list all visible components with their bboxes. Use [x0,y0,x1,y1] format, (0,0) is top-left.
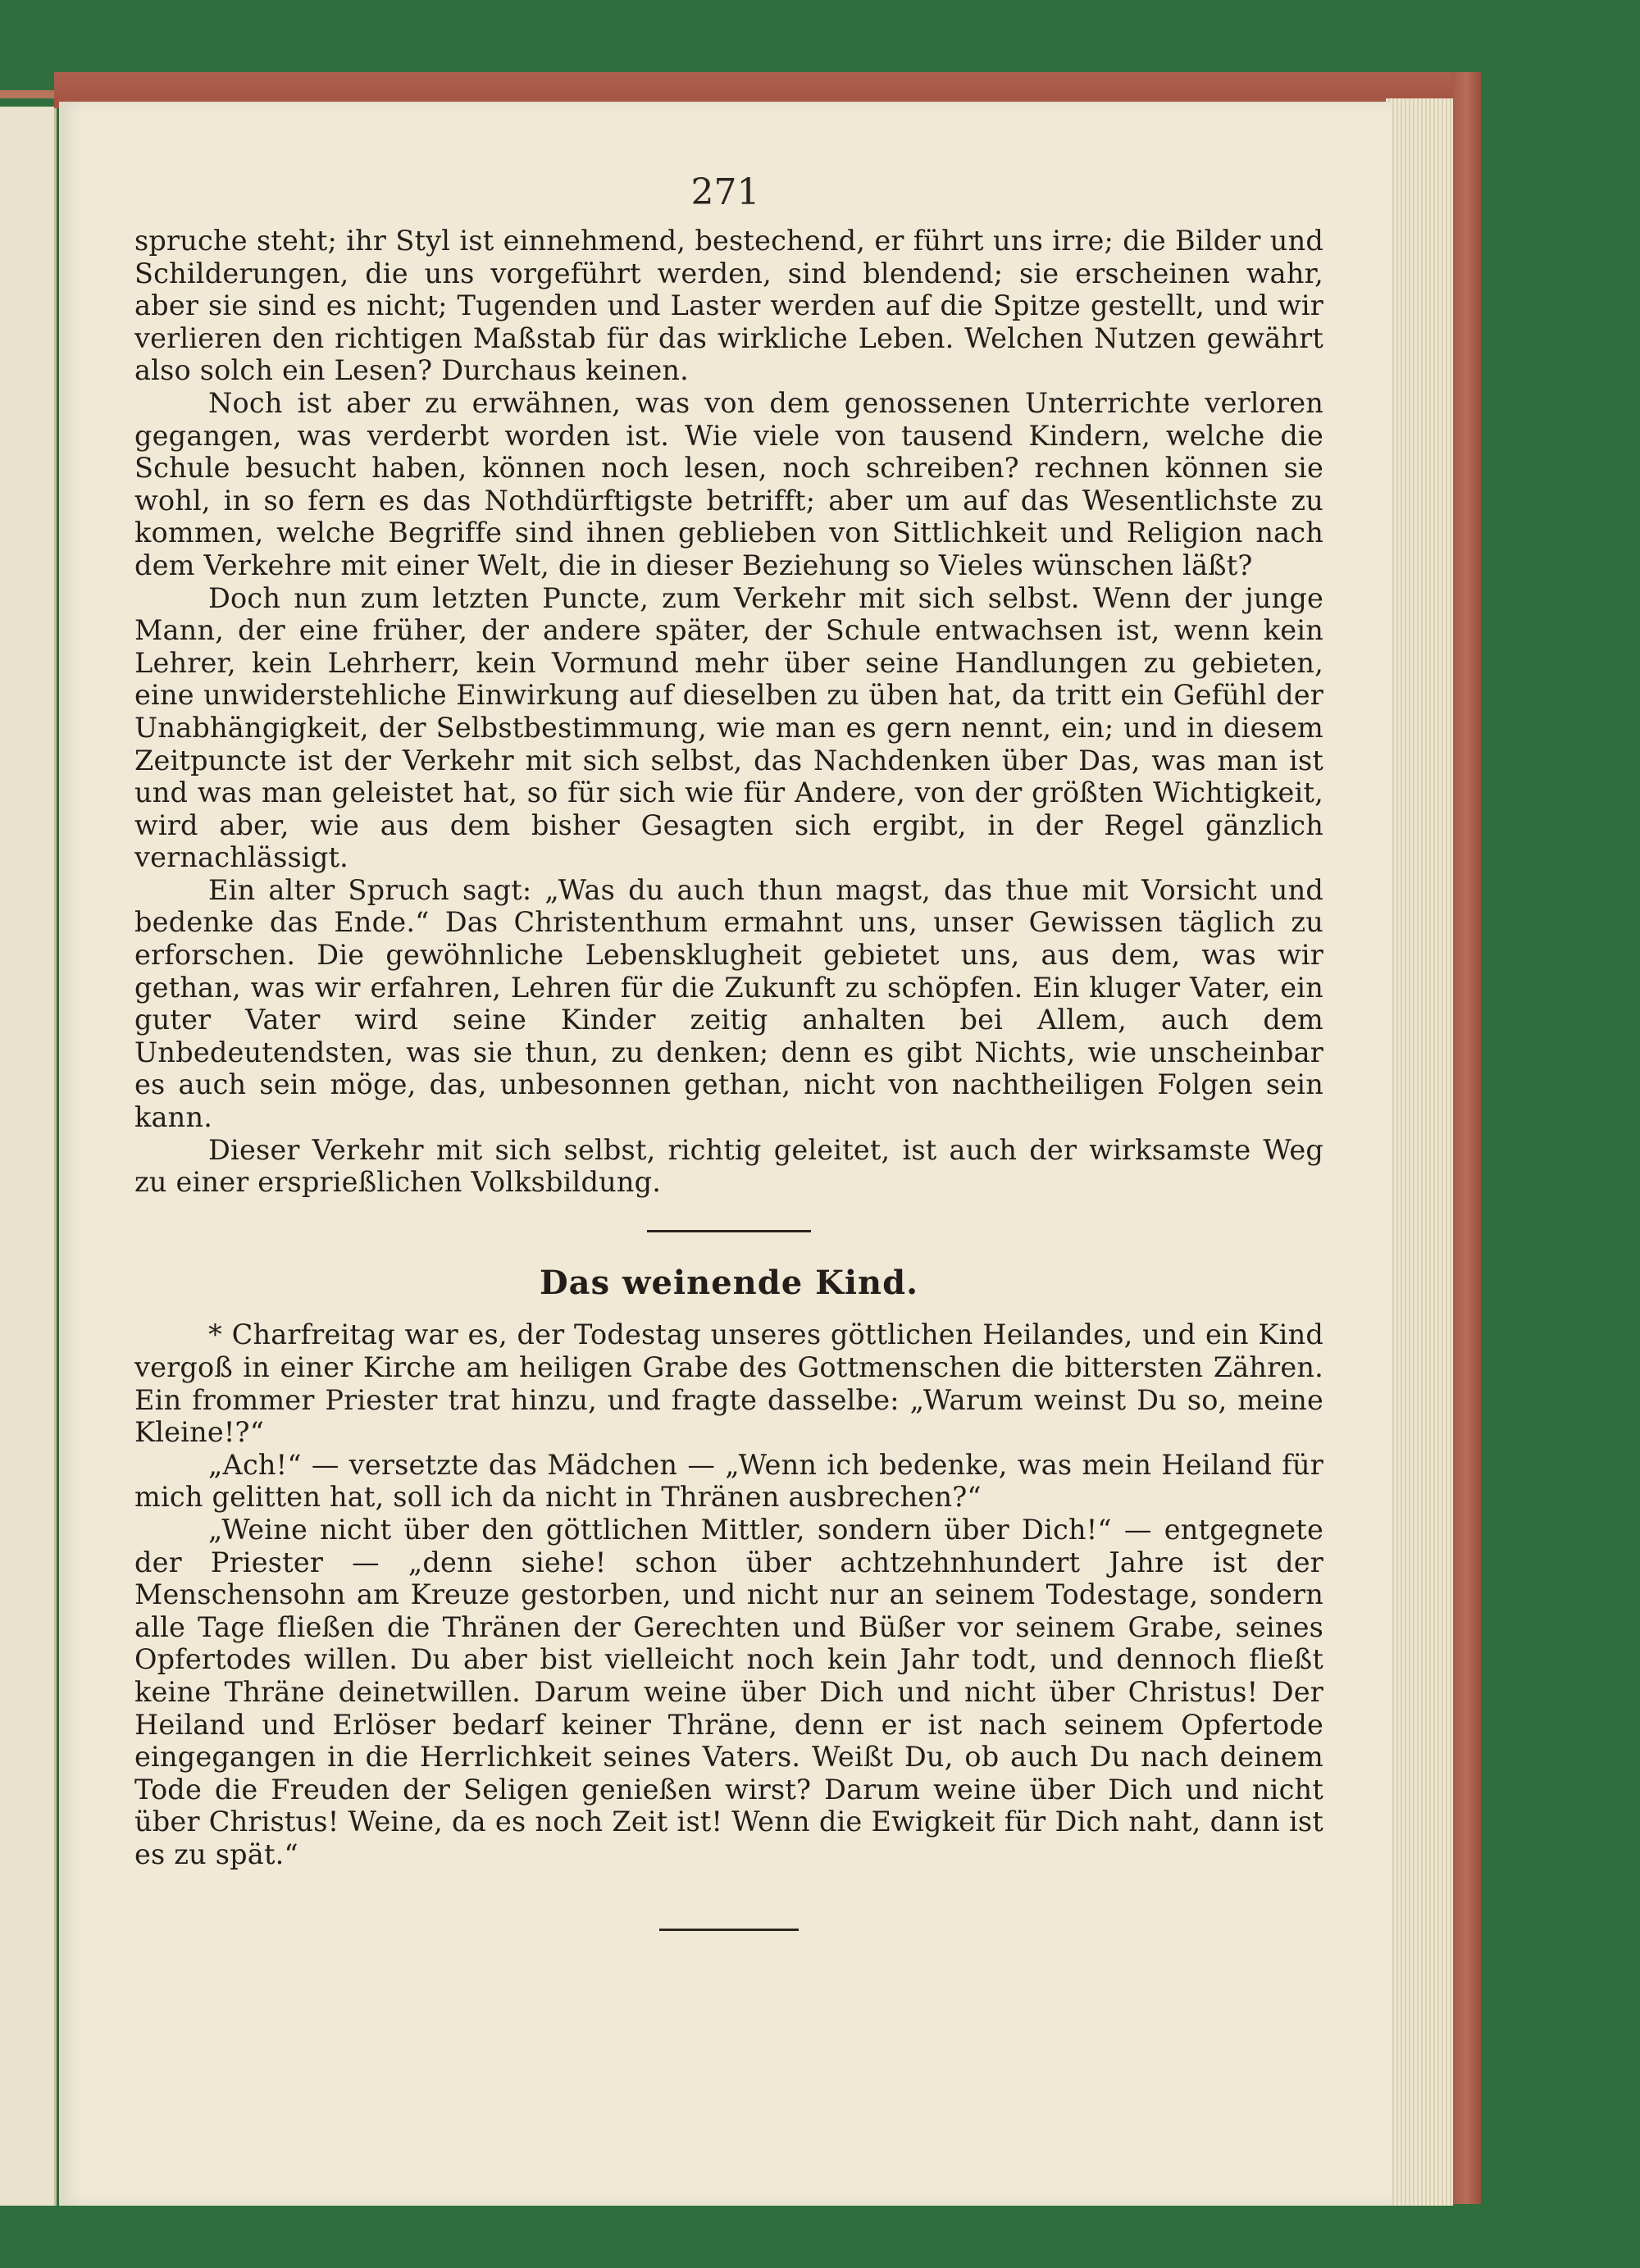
left-page-edge [0,107,57,2206]
book-page [59,102,1392,2206]
book-cover-right [1451,72,1481,2204]
paragraph: Noch ist aber zu erwähnen, was von dem genossenen Unterrichte verloren gegangen, was verderbt worden ist. Wie viele von tausend Kindern, welche die Schule besucht haben, können noch lesen, noch schreiben? rechnen können sie wohl, in so fern es das Nothdürftigste betrifft; aber um auf das Wesentlichste zu kommen, welche Begriffe sind ihnen geblieben von Sittlichkeit und Religion nach dem Verkehre mit einer Welt, die in dieser Beziehung so Vieles wünschen läßt? [134,386,1323,581]
paragraph: spruche steht; ihr Styl ist einnehmend, bestechend, er führt uns irre; die Bilder und Schilderungen, die uns vorgeführt werden, sind blendend; sie erscheinen wahr, aber sie sind es nicht; Tugenden und Laster werden auf die Spitze gestellt, und wir verlieren den richtigen Maßstab für das wirkliche Leben. Welchen Nutzen gewährt also solch ein Lesen? Durchaus keinen. [134,225,1323,387]
paragraph: * Charfreitag war es, der Todestag unseres göttlichen Heilandes, und ein Kind vergoß in einer Kirche am heiligen Grabe des Gottmenschen die bittersten Zähren. Ein frommer Priester trat hinzu, und fragte dasselbe: „Warum weinst Du so, meine Kleine!?“ [134,1318,1323,1449]
paragraph: „Ach!“ — versetzte das Mädchen — „Wenn ich bedenke, was mein Heiland für mich gelitten hat, soll ich da nicht in Thränen ausbrechen?“ [134,1448,1323,1514]
section-divider [647,1230,811,1232]
page-text [134,225,1323,1965]
page-number: 271 [690,171,760,213]
end-divider [659,1929,799,1931]
paragraph: Ein alter Spruch sagt: „Was du auch thun magst, das thue mit Vorsicht und bedenke das Ende.“ Das Christenthum ermahnt uns, unser Gewissen täglich zu erforschen. Die gewöhnliche Lebensklugheit gebietet uns, aus dem, was wir gethan, was wir erfahren, Lehren für die Zukunft zu schöpfen. Ein kluger Vater, ein guter Vater wird seine Kinder zeitig anhalten bei Allem, auch dem Unbedeutendsten, was sie thun, zu denken; denn es gibt Nichts, wie unscheinbar es auch sein möge, das, unbesonnen gethan, nicht von nachtheiligen Folgen sein kann. [134,873,1323,1134]
paragraph: „Weine nicht über den göttlichen Mittler, sondern über Dich!“ — entgegnete der Priester — „denn siehe! schon über achtzehnhundert Jahre ist der Menschensohn am Kreuze gestorben, und nicht nur an seinem Todestage, sondern alle Tage fließen die Thränen der Gerechten und Büßer vor seinem Grabe, seines Opfertodes willen. Du aber bist vielleicht noch kein Jahr todt, und dennoch fließt keine Thräne deinetwillen. Darum weine über Dich und nicht über Christus! Der Heiland und Erlöser bedarf keiner Thräne, denn er ist nach seinem Opfertode eingegangen in die Herrlichkeit seines Vaters. Weißt Du, ob auch Du nach deinem Tode die Freuden der Seligen genießen wirst? Darum weine über Dich und nicht über Christus! Weine, da es noch Zeit ist! Wenn die Ewigkeit für Dich naht, dann ist es zu spät.“ [134,1513,1323,1870]
section-heading: Das weinende Kind. [539,1263,919,1302]
left-cover-edge [0,90,57,98]
paragraph: Dieser Verkehr mit sich selbst, richtig geleitet, ist auch der wirksamste Weg zu einer ersprießlichen Volksbildung. [134,1133,1323,1199]
paragraph: Doch nun zum letzten Puncte, zum Verkehr mit sich selbst. Wenn der junge Mann, der eine früher, der andere später, der Schule entwachsen ist, wenn kein Lehrer, kein Lehrherr, kein Vormund mehr über seine Handlungen zu gebieten, eine unwiderstehliche Einwirkung auf dieselben zu üben hat, da tritt ein Gefühl der Unabhängigkeit, der Selbstbestimmung, wie man es gern nennt, ein; und in diesem Zeitpuncte ist der Verkehr mit sich selbst, das Nachdenken über Das, was man ist und was man geleistet hat, so für sich wie für Andere, von der größten Wichtigkeit, wird aber, wie aus dem bisher Gesagten sich ergibt, in der Regel gänzlich vernachlässigt. [134,581,1323,874]
page-edges [1386,98,1453,2206]
